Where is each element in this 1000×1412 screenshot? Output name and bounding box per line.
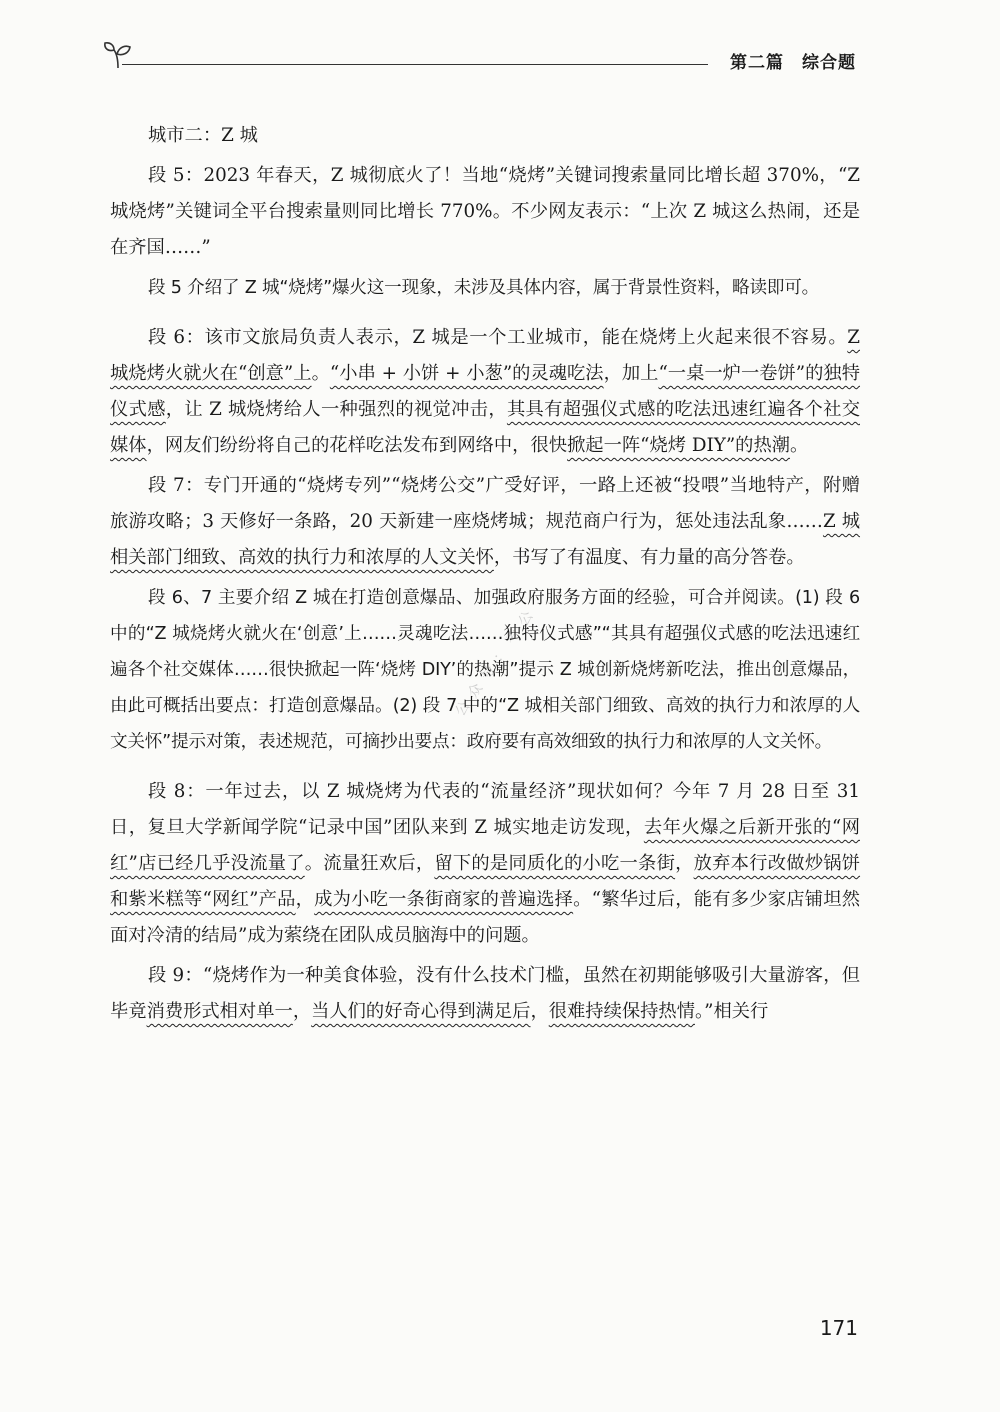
source-paragraph [110,774,860,954]
text-run: ， [675,853,694,874]
text-run: ， [295,889,315,910]
source-paragraph [110,158,860,266]
underlined-phrase: 掀起一阵“烧烤 DIY”的热潮 [567,435,791,456]
page-body [110,118,860,1034]
underlined-phrase: 放弃本行改做炒锅饼和紫米糕等“网红”产品 [110,853,861,910]
underlined-phrase: 消费形式相对单一 [146,1001,293,1022]
text-run: 段 5：2023 年春天，Z 城彻底火了！当地“烧烤”关键词搜索量同比增长超 370%，“Z 城烧烤”关键词全平台搜索量则同比增长 770%。不少网友表示：“上次 Z 城这么热闹，还是在齐国……” [110,165,860,258]
sprout-icon [102,40,132,72]
section-title: 第二篇 综合题 [730,53,856,73]
text-run: 。“繁华过后，能有多少家店铺坦然面对冷清的结局”成为萦绕在团队成员脑海中的问题。 [110,889,860,946]
page-number: 171 [819,1316,858,1340]
analysis-note [110,270,860,306]
page-header [100,38,860,78]
underlined-phrase: 很难持续保持热情 [548,1001,695,1022]
text-run: 段 6、7 主要介绍 Z 城在打造创意爆品、加强政府服务方面的经验，可合并阅读。(1) 段 6 中的“Z 城烧烤火就火在‘创意’上……灵魂吃法……独特仪式感”“其具有超强仪式感的吃法迅速红遍各个社交媒体……很快掀起一阵‘烧烤 DIY’的热潮”提示 Z 城创新烧烤新吃法，推出创意爆品，由此可概括出要点：打造创意爆品。(2) 段 7 中的“Z 城相关部门细致、高效的执行力和浓厚的人文关怀”提示对策，表述规范，可摘抄出要点：政府要有高效细致的执行力和浓厚的人文关怀。 [110,588,860,752]
underlined-phrase: “一桌一炉一卷饼”的独特仪式感 [110,363,861,420]
text-run: 。”相关行 [695,1001,769,1022]
text-run: ，网友们纷纷将自己的花样吃法发布到网络中，很快 [146,435,568,456]
watermark: 公众号：考公 [452,601,542,720]
analysis-note [110,580,860,760]
underlined-phrase: 成为小吃一条街商家的普遍选择 [314,889,574,910]
underlined-phrase: Z 城相关部门细致、高效的执行力和浓厚的人文关怀 [110,511,861,568]
underlined-phrase: “小串 + 小饼 + 小葱”的灵魂吃法 [329,363,604,384]
text-run: ，加上 [603,363,659,384]
source-paragraph [110,468,860,576]
text-run: 城市二：Z 城 [148,125,258,146]
underlined-phrase: 其具有超强仪式感的吃法迅速红遍各个社交媒体 [110,399,860,456]
underlined-phrase: Z 城烧烤火就火在“创意”上 [110,327,860,384]
text-run: 。 [790,435,809,456]
text-run: 段 7：专门开通的“烧烤专列”“烧烤公交”广受好评，一路上还被“投喂”当地特产，附赠旅游攻略；3 天修好一条路，20 天新建一座烧烤城；规范商户行为，惩处违法乱象…… [110,475,860,532]
text-run: 段 8：一年过去，以 Z 城烧烤为代表的“流量经济”现状如何？今年 7 月 28 日至 31 日，复旦大学新闻学院“记录中国”团队来到 Z 城实地走访发现， [110,781,860,838]
underlined-phrase: 当人们的好奇心得到满足后 [311,1001,531,1022]
text-run: 段 9：“烧烤作为一种美食体验，没有什么技术门槛，虽然在初期能够吸引大量游客，但毕竟 [110,965,860,1022]
source-paragraph [110,118,860,154]
text-run: ，书写了有温度、有力量的高分答卷。 [493,547,805,568]
text-run: 段 5 介绍了 Z 城“烧烤”爆火这一现象，未涉及具体内容，属于背景性资料，略读即可。 [148,278,820,298]
text-run: ， [292,1001,312,1022]
underlined-phrase: 留下的是同质化的小吃一条街 [434,853,676,874]
header-rule [122,64,708,65]
text-run: 段 6：该市文旅局负责人表示，Z 城是一个工业城市，能在烧烤上火起来很不容易。 [148,327,848,348]
text-run: 。 [311,363,330,384]
source-paragraph [110,320,860,464]
source-paragraph [110,958,860,1030]
text-run: ， [530,1001,549,1022]
text-run: ，让 Z 城烧烤给人一种强烈的视觉冲击， [165,399,507,420]
text-run: 。流量狂欢后， [304,853,435,874]
underlined-phrase: 去年火爆之后新开张的“网红”店已经几乎没流量了 [110,817,860,874]
